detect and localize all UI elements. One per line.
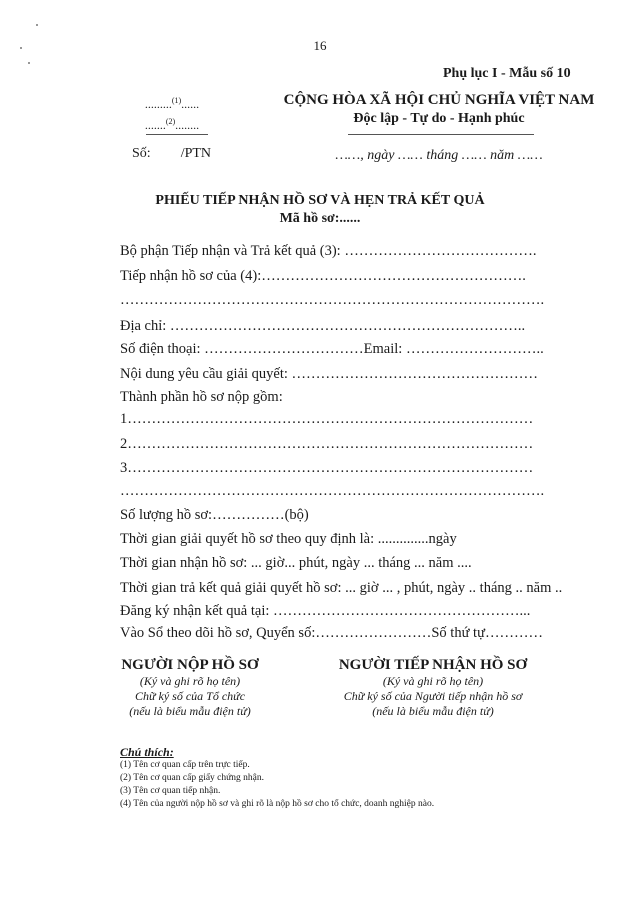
field-applicant-continued: …………………………………………………………………………….: [120, 292, 545, 308]
record-code: Mã hồ sơ:......: [279, 211, 361, 226]
submitter-signature-block: [100, 657, 280, 719]
scan-speck: [28, 62, 30, 64]
appendix-label: Phụ lục I - Mẫu số 10: [443, 66, 571, 81]
note-item: (1) Tên cơ quan cấp trên trực tiếp.: [120, 760, 250, 770]
field-result-location: Đăng ký nhận kết quả tại: ……………………………………………...: [120, 603, 531, 619]
submitter-title: NGƯỜI NỘP HỒ SƠ: [121, 657, 259, 673]
submitter-instruction: (Ký và ghi rõ họ tên): [139, 674, 241, 688]
parent-agency-line: .........$^{(1)}$......: [144, 96, 200, 111]
field-document-count: Số lượng hồ sơ:……………(bộ): [120, 507, 309, 523]
note-item: (4) Tên của người nộp hồ sơ và ghi rõ là nộp hồ sơ cho tổ chức, doanh nghiệp nào.: [120, 799, 435, 809]
field-request-content: Nội dung yêu cầu giải quyết: ……………………………………………: [120, 366, 539, 382]
field-document-more: …………………………………………………………………………….: [120, 483, 545, 499]
receiver-electronic-note: (nếu là biểu mẫu điện tử): [372, 704, 494, 718]
field-processing-time: Thời gian giải quyết hồ sơ theo quy định là: ..............ngày: [120, 531, 457, 547]
field-reception-unit: Bộ phận Tiếp nhận và Trả kết quả (3): ………………………………….: [120, 243, 537, 259]
note-item: (2) Tên cơ quan cấp giấy chứng nhận.: [120, 773, 265, 783]
field-document-1: 1…………………………………………………………………………: [120, 411, 534, 427]
field-return-time: Thời gian trả kết quả giải quyết hồ sơ: ... giờ ... , phút, ngày .. tháng .. năm ..: [120, 580, 563, 596]
page-number: 16: [313, 38, 327, 53]
document-number: Số: /PTN: [132, 146, 212, 161]
receiver-title: NGƯỜI TIẾP NHẬN HỒ SƠ: [338, 657, 528, 673]
field-document-3: 3…………………………………………………………………………: [120, 460, 534, 476]
receiver-digital-signature: Chữ ký số của Người tiếp nhận hồ sơ: [343, 689, 523, 703]
form-title: PHIẾU TIẾP NHẬN HỒ SƠ VÀ HẸN TRẢ KẾT QUẢ: [155, 193, 485, 208]
right-divider: [348, 134, 534, 135]
field-address: Địa chỉ: ………………………………………………………………..: [120, 318, 526, 334]
field-receipt-time: Thời gian nhận hồ sơ: ... giờ... phút, ngày ... tháng ... năm ....: [120, 555, 472, 571]
field-register-book: Vào Sổ theo dõi hồ sơ, Quyển số:……………………Số thứ tự…………: [120, 625, 543, 641]
field-document-2: 2…………………………………………………………………………: [120, 436, 534, 452]
field-phone-email: Số điện thoại: ……………………………Email: ………………………..: [120, 341, 544, 357]
issuing-agency-block: [112, 92, 232, 134]
issuing-agency-line: .......$^{(2)}$........: [144, 117, 200, 132]
submitter-digital-signature: Chữ ký số của Tổ chức: [134, 689, 246, 703]
note-item: (3) Tên cơ quan tiếp nhận.: [120, 786, 221, 796]
field-applicant: Tiếp nhận hồ sơ của (4):……………………………………………….: [120, 268, 526, 284]
submitter-electronic-note: (nếu là biểu mẫu điện tử): [129, 704, 251, 718]
receiver-signature-block: [318, 657, 548, 719]
receiver-instruction: (Ký và ghi rõ họ tên): [382, 674, 484, 688]
date-line: ……, ngày …… tháng …… năm ……: [335, 148, 543, 163]
field-documents-heading: Thành phần hồ sơ nộp gồm:: [120, 389, 283, 405]
country-name: CỘNG HÒA XÃ HỘI CHỦ NGHĨA VIỆT NAM: [283, 92, 595, 108]
left-divider: [146, 134, 208, 135]
national-motto: Độc lập - Tự do - Hạnh phúc: [353, 111, 525, 126]
notes-title: Chú thích:: [120, 745, 174, 759]
scan-speck: [36, 24, 38, 26]
